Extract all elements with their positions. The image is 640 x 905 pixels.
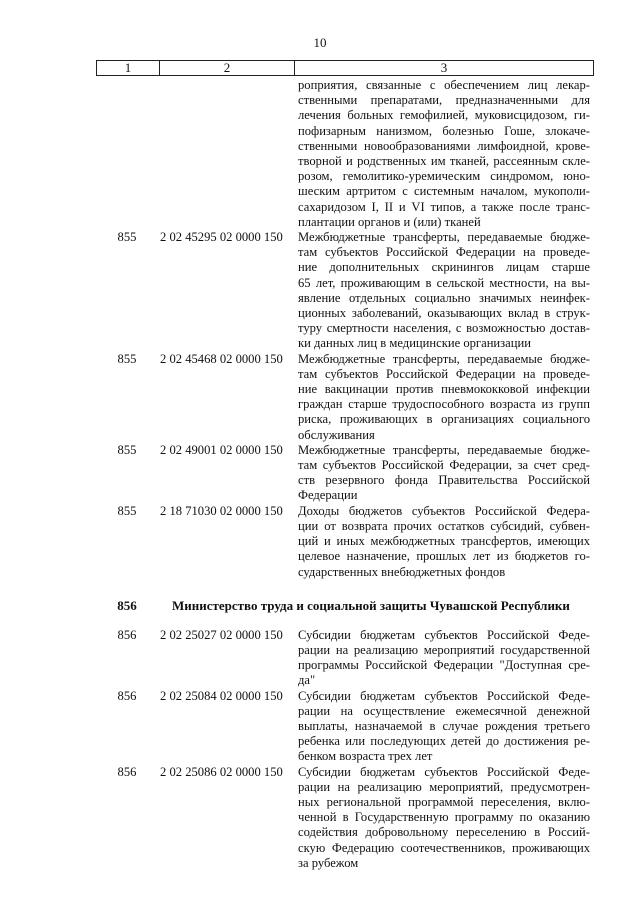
- column-header-table: [96, 60, 594, 76]
- description-line: да": [298, 673, 316, 688]
- table-row: [96, 504, 594, 580]
- column-header-2: 2: [160, 61, 295, 76]
- budget-code-cell: 2 02 25084 02 0000 150: [160, 688, 283, 703]
- description-cell: [292, 352, 594, 443]
- budget-code-cell: 2 02 45468 02 0000 150: [160, 351, 283, 366]
- description-line: роприятия, связанные с обеспечением лиц лекар-: [298, 78, 590, 92]
- group-855: [96, 230, 594, 580]
- admin-code-cell: [96, 78, 158, 230]
- description-line: 65 лет, проживающим в сельской местности, на вы-: [298, 275, 590, 290]
- description-line: Межбюджетные трансферты, передаваемые бюдже-: [298, 230, 590, 245]
- description-line: рации на реализацию мероприятий государственной: [298, 642, 590, 657]
- description-line: розом, гемолитико-уремическим синдромом, юно-: [298, 169, 590, 184]
- description-cell: [292, 765, 594, 871]
- description-line: ции от возврата прочих остатков субсидий, субвен-: [298, 518, 590, 533]
- description-line: Доходы бюджетов субъектов Российской Федера-: [298, 503, 590, 518]
- description-line: ств резервного фонда Правительства Российской: [298, 473, 590, 488]
- description-line: сударственных внебюджетных фондов: [298, 564, 506, 579]
- description-line: шеским артритом с системным началом, мукополи-: [298, 184, 590, 199]
- column-header-3: 3: [295, 61, 594, 76]
- admin-code-cell: 856: [117, 627, 137, 642]
- description-line: Субсидии бюджетам субъектов Российской Феде-: [298, 627, 590, 642]
- admin-code-cell: 855: [117, 351, 137, 366]
- description-line: ственными препаратами, предназначенными для: [298, 93, 590, 108]
- description-line: бенком возраста трех лет: [298, 749, 433, 764]
- admin-code-cell: 856: [117, 688, 137, 703]
- description-line: содействия добровольному переселению в Россий-: [298, 825, 590, 840]
- description-line: там субъектов Российской Федерации на проведе-: [298, 366, 590, 381]
- group-856: [96, 628, 594, 871]
- description-line: творной и родственных им тканей, рассеянным скле-: [298, 154, 590, 169]
- budget-code-cell: 2 02 25027 02 0000 150: [160, 627, 283, 642]
- column-header-row: [97, 61, 594, 76]
- budget-code-cell: 2 18 71030 02 0000 150: [160, 503, 283, 518]
- description-cell: [292, 689, 594, 765]
- description-line: граждан старше трудоспособного возраста из групп: [298, 397, 590, 412]
- table-row: [96, 689, 594, 765]
- description-line: там субъектов Российской Федерации на проведе-: [298, 245, 590, 260]
- description-line: плантации органов и (или) тканей: [298, 214, 481, 229]
- description-line: ственными новообразованиями лимфоидной, крове-: [298, 138, 590, 153]
- description-line: обслуживания: [298, 427, 375, 442]
- description-line: ребенка или последующих детей до достижения ре-: [298, 734, 590, 749]
- description-line: Субсидии бюджетам субъектов Российской Феде-: [298, 764, 590, 779]
- description-line: лечения больных гемофилией, муковисцидозом, ги-: [298, 108, 590, 123]
- table-row: [96, 765, 594, 871]
- section-heading-row: [96, 598, 594, 614]
- description-line: Федерации: [298, 488, 358, 503]
- continuation-row: [96, 78, 594, 230]
- section-admin-code: 856: [117, 597, 137, 613]
- description-cell: [292, 628, 594, 689]
- section-title: Министерство труда и социальной защиты Чувашской Республики: [172, 597, 570, 613]
- description-line: за рубежом: [298, 855, 359, 870]
- budget-code-cell: [158, 78, 292, 230]
- budget-code-cell: 2 02 49001 02 0000 150: [160, 442, 283, 457]
- description-cell: [292, 78, 594, 230]
- description-line: риска, проживающих в организациях социального: [298, 412, 590, 427]
- description-line: Межбюджетные трансферты, передаваемые бюдже-: [298, 351, 590, 366]
- description-line: Субсидии бюджетам субъектов Российской Феде-: [298, 688, 590, 703]
- table-row: [96, 443, 594, 504]
- admin-code-cell: 855: [117, 230, 137, 245]
- description-line: целевое назначение, прошлых лет из бюджетов го-: [298, 549, 590, 564]
- description-line: ных региональной программой переселения, вклю-: [298, 794, 590, 809]
- description-line: ки данных лиц в медицинские организации: [298, 336, 531, 351]
- column-header-1: 1: [97, 61, 160, 76]
- budget-code-cell: 2 02 25086 02 0000 150: [160, 764, 283, 779]
- description-line: сахаридозом I, II и VI типов, а также после транс-: [298, 199, 590, 214]
- description-line: скую Федерацию соотечественников, проживающих: [298, 840, 590, 855]
- document-body: [96, 78, 594, 871]
- description-line: рации на осуществление ежемесячной денежной: [298, 703, 590, 718]
- description-line: рации на реализацию мероприятий, предусмотрен-: [298, 779, 590, 794]
- page-number: 10: [313, 35, 327, 50]
- description-line: программы Российской Федерации "Доступная сре-: [298, 658, 590, 673]
- admin-code-cell: 855: [117, 442, 137, 457]
- budget-code-cell: 2 02 45295 02 0000 150: [160, 230, 283, 245]
- table-row: [96, 352, 594, 443]
- table-row: [96, 628, 594, 689]
- description-line: ченной в Государственную программу по оказанию: [298, 810, 590, 825]
- description-line: туру смертности населения, с возможностью достав-: [298, 321, 590, 336]
- description-cell: [292, 443, 594, 504]
- description-line: ние вакцинации против пневмококковой инфекции: [298, 382, 590, 397]
- description-line: там субъектов Российской Федерации, за счет сред-: [298, 458, 590, 473]
- admin-code-cell: 855: [117, 503, 137, 518]
- table-row: [96, 230, 594, 352]
- description-cell: [292, 504, 594, 580]
- description-line: Межбюджетные трансферты, передаваемые бюдже-: [298, 442, 590, 457]
- description-line: ционных заболеваний, оказывающих вклад в струк-: [298, 306, 590, 321]
- description-line: ций и иных межбюджетных трансфертов, имеющих: [298, 534, 590, 549]
- description-line: ние дополнительных скринингов лицам старше: [298, 260, 590, 275]
- description-line: пофизарным нанизмом, болезнью Гоше, злокаче-: [298, 123, 590, 138]
- description-cell: [292, 230, 594, 352]
- description-line: выплаты, назначаемой в случае рождения третьего: [298, 718, 590, 733]
- admin-code-cell: 856: [117, 764, 137, 779]
- description-line: явление отдельных социально значимых неинфек-: [298, 290, 590, 305]
